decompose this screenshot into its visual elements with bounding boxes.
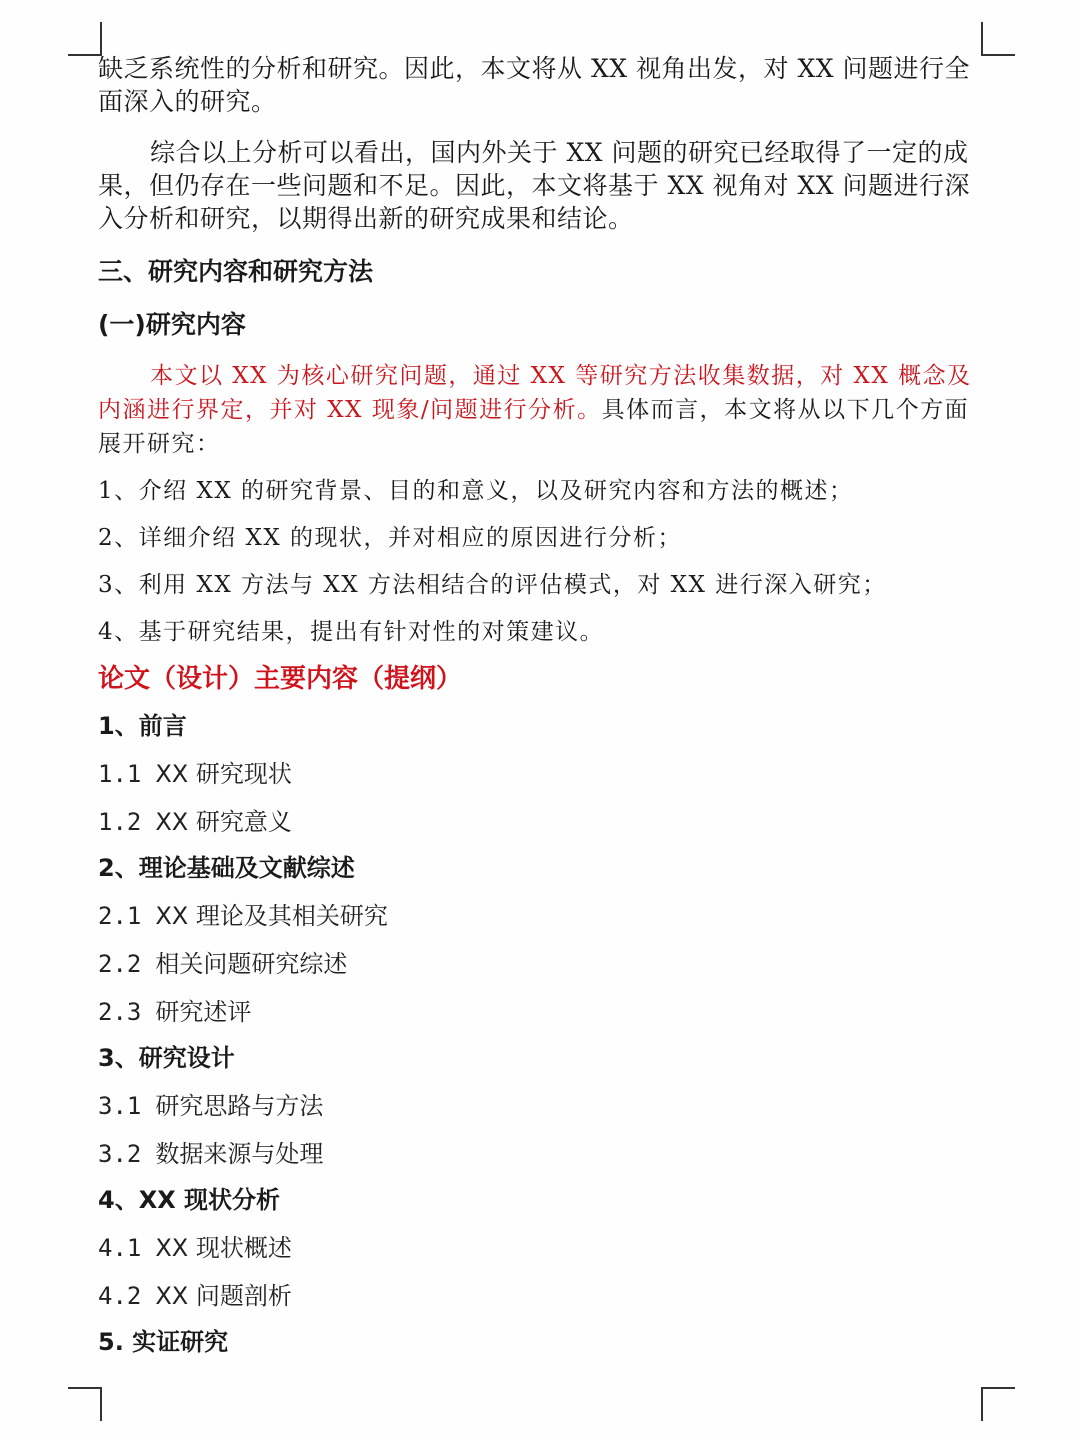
research-items-list [98,475,978,648]
list-item: 4、基于研究结果，提出有针对性的对策建议。 [98,619,605,645]
list-item: 1、介绍 XX 的研究背景、目的和意义，以及研究内容和方法的概述； [98,478,854,504]
outline-subitem: 2.3 研究述评 [98,998,252,1026]
crop-mark-top-right [981,22,1015,56]
outline-subitem: 4.2 XX 问题剖析 [98,1282,292,1310]
outline-subitem: 2.2 相关问题研究综述 [98,950,348,978]
outline-list [98,710,978,1358]
outline-subitem: 3.2 数据来源与处理 [98,1140,324,1168]
list-item: 3、利用 XX 方法与 XX 方法相结合的评估模式，对 XX 进行深入研究； [98,572,887,598]
document-body [98,52,978,1358]
outline-chapter: 2、理论基础及文献综述 [98,854,355,882]
outline-subitem: 4.1 XX 现状概述 [98,1234,292,1262]
section-heading: 三、研究内容和研究方法 [98,257,374,286]
list-item: 2、详细介绍 XX 的现状，并对相应的原因进行分析； [98,525,683,551]
outline-subitem: 1.1 XX 研究现状 [98,760,292,788]
outline-chapter: 5. 实证研究 [98,1328,229,1356]
research-content-paragraph [98,359,978,461]
crop-mark-top-left [68,22,102,56]
outline-subitem: 2.1 XX 理论及其相关研究 [98,902,388,930]
outline-title: 论文（设计）主要内容（提纲） [98,664,463,694]
outline-subitem: 3.1 研究思路与方法 [98,1092,324,1120]
outline-chapter: 1、前言 [98,712,187,740]
crop-mark-bottom-right [981,1387,1015,1421]
outline-chapter: 3、研究设计 [98,1044,235,1072]
intro-paragraph-1: 缺乏系统性的分析和研究。因此，本文将从 XX 视角出发，对 XX 问题进行全面深入的研究。 [98,54,970,116]
outline-chapter: 4、XX 现状分析 [98,1186,281,1214]
outline-subitem: 1.2 XX 研究意义 [98,808,292,836]
subsection-heading: (一)研究内容 [98,310,246,339]
content-black-text: 具体而言，本文将从以下几个方面展开研究： [98,397,970,457]
intro-paragraph-2: 综合以上分析可以看出，国内外关于 XX 问题的研究已经取得了一定的成果，但仍存在一些问题和不足。因此，本文将基于 XX 视角对 XX 问题进行深入分析和研究，以期得出新的研究成果和结论。 [98,138,970,233]
content-red-text: 本文以 XX 为核心研究问题，通过 XX 等研究方法收集数据，对 XX 概念及内涵进行界定，并对 XX 现象/问题进行分析。 [98,363,972,423]
crop-mark-bottom-left [68,1387,102,1421]
